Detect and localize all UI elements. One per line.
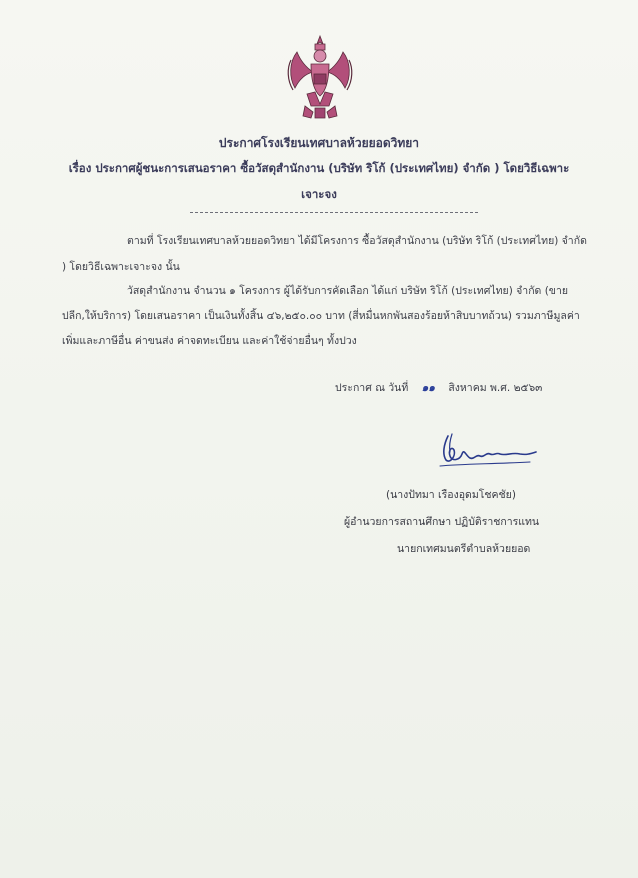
paragraph-2-line-2: ปลีก,ให้บริการ) โดยเสนอราคา เป็นเงินทั้งสิ้น ๔๖,๒๕๐.๐๐ บาท (สี่หมื่นหกพันสองร้อยห้าสิบบาทถ้วน) รวมภาษีมูลค่า <box>62 310 580 322</box>
divider <box>190 212 478 213</box>
signatory-name: (นางปัทมา เรืองอุดมโชคชัย) <box>386 489 516 501</box>
paragraph-1-line-1: ตามที่ โรงเรียนเทศบาลห้วยยอดวิทยา ได้มีโครงการ ซื้อวัสดุสำนักงาน (บริษัท ริโก้ (ประเทศไทย) จำกัด <box>127 235 587 247</box>
paragraph-2-line-3: เพิ่มและภาษีอื่น ค่าขนส่ง ค่าจดทะเบียน และค่าใช้จ่ายอื่นๆ ทั้งปวง <box>62 335 357 347</box>
announcement-subject-continued: เจาะจง <box>301 187 337 201</box>
announcement-date <box>335 379 542 396</box>
date-day: ๑๑ <box>421 382 435 394</box>
garuda-emblem-icon <box>285 32 355 122</box>
signatory-position: ผู้อำนวยการสถานศึกษา ปฏิบัติราชการแทน <box>344 516 540 528</box>
paragraph-1-line-2: ) โดยวิธีเฉพาะเจาะจง นั้น <box>62 261 180 273</box>
signatory-position-2: นายกเทศมนตรีตำบลห้วยยอด <box>397 543 531 555</box>
announcement-title: ประกาศโรงเรียนเทศบาลห้วยยอดวิทยา <box>218 136 420 150</box>
announcement-subject: เรื่อง ประกาศผู้ชนะการเสนอราคา ซื้อวัสดุสำนักงาน (บริษัท ริโก้ (ประเทศไทย) จำกัด ) โดยวิธีเฉพาะ <box>68 161 570 175</box>
handwritten-signature <box>430 430 540 475</box>
date-month-year: สิงหาคม พ.ศ. ๒๕๖๓ <box>448 382 543 394</box>
date-prefix: ประกาศ ณ วันที่ <box>335 382 409 394</box>
paragraph-2-line-1: วัสดุสำนักงาน จำนวน ๑ โครงการ ผู้ได้รับการคัดเลือก ได้แก่ บริษัท ริโก้ (ประเทศไทย) จำกัด (ขาย <box>127 285 569 297</box>
